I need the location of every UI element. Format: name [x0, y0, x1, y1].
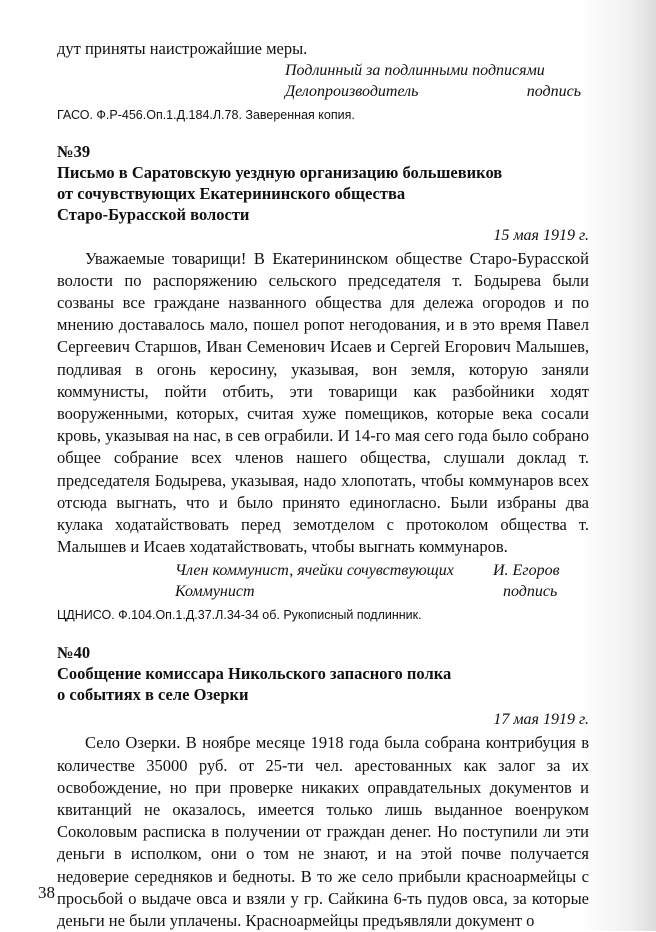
doc-39-signature-line-1	[57, 560, 589, 581]
page-number: 38	[38, 883, 55, 902]
doc-39-signature-role-2: Коммунист	[175, 583, 255, 601]
previous-doc-signature-line-2	[57, 81, 589, 102]
signature-value: подпись	[526, 82, 581, 100]
doc-40-body: Село Озерки. В ноябре месяце 1918 года была собрана контрибуция в количестве 35000 руб. от 25-ти чел. арестованных как залог за их освобождение, но при проверке никаких оправдательных документов и квитанций не оказалось, имеется только лишь выданное военруком Соколовым расписка в получении от граждан денег. Но поступили ли эти деньги в исполком, они о том не знают, и на этой почве получается недоверие середняков и бедноты. В то же село прибыли красноармейцы с просьбой о выдаче овса и взяли у гр. Сайкина 6-ть пудов овса, за которые деньги не были уплачены. Красноармейцы предъявляли документ о	[57, 733, 589, 930]
doc-39-signature-value: подпись	[503, 583, 558, 601]
doc-39-title-line-3: Старо-Бурасской волости	[57, 204, 250, 224]
previous-doc-tail: дут приняты наистрожайшие меры.	[57, 39, 308, 58]
doc-39-signature-role: Член коммунист, ячейки сочувствующих	[175, 562, 454, 580]
doc-39-signature-name: И. Егоров	[493, 562, 560, 580]
doc-40-date: 17 мая 1919 г.	[493, 711, 589, 729]
page-content	[57, 38, 589, 932]
doc-39-date: 15 мая 1919 г.	[493, 226, 589, 244]
signature-certification: Подлинный за подлинными подписями	[285, 61, 545, 79]
doc-39-number: №39	[57, 141, 91, 161]
doc-40-number: №40	[57, 643, 91, 663]
doc-39-title-line-1: Письмо в Саратовскую уездную организацию большевиков	[57, 162, 503, 182]
doc-40-title-line-1: Сообщение комиссара Никольского запасного полка	[57, 664, 452, 684]
previous-doc-archive-reference: ГАСО. Ф.Р-456.Оп.1.Д.184.Л.78. Заверенная копия.	[57, 107, 355, 122]
doc-39-archive-reference: ЦДНИСО. Ф.104.Оп.1.Д.37.Л.34-34 об. Рукописный подлинник.	[57, 608, 422, 623]
doc-39-body: Уважаемые товарищи! В Екатерининском обществе Старо-Бурасской волости по распоряжению сельского председателя т. Бодырева были созваны все граждане названного общества для дележа огородов и по мнению доставалось мало, пошел ропот негодования, и в это время Павел Сергеевич Старшов, Иван Семенович Исаев и Сергей Егорович Малышев, подливая в огонь керосину, указывая, вон земля, которую заняли коммунисты, пойти отбить, эти товарищи как разбойники ходят вооруженными, которых, считая хуже помещиков, которые века сосали кровь, указывая на нас, в сев ограбили. И 14-го мая сего года было собрано общее собрание всех членов нашего общества, слушали доклад т. председателя Бодырева, указывая, надо хлопотать, чтобы коммунаров всех отсюда выгнать, что и было принято единогласно. Были избраны два кулака ходатайствовать перед земотделом с протоколом общества т. Малышев и Исаев ходатайствовать, чтобы выгнать коммунаров.	[57, 248, 589, 557]
signature-role: Делопроизводитель	[285, 82, 419, 100]
doc-40-title-line-2: о событиях в селе Озерки	[57, 685, 249, 705]
doc-39-title-line-2: от сочувствующих Екатерининского общества	[57, 183, 406, 203]
doc-39-signature-line-2	[57, 581, 589, 602]
previous-doc-signature-line-1	[57, 60, 589, 81]
